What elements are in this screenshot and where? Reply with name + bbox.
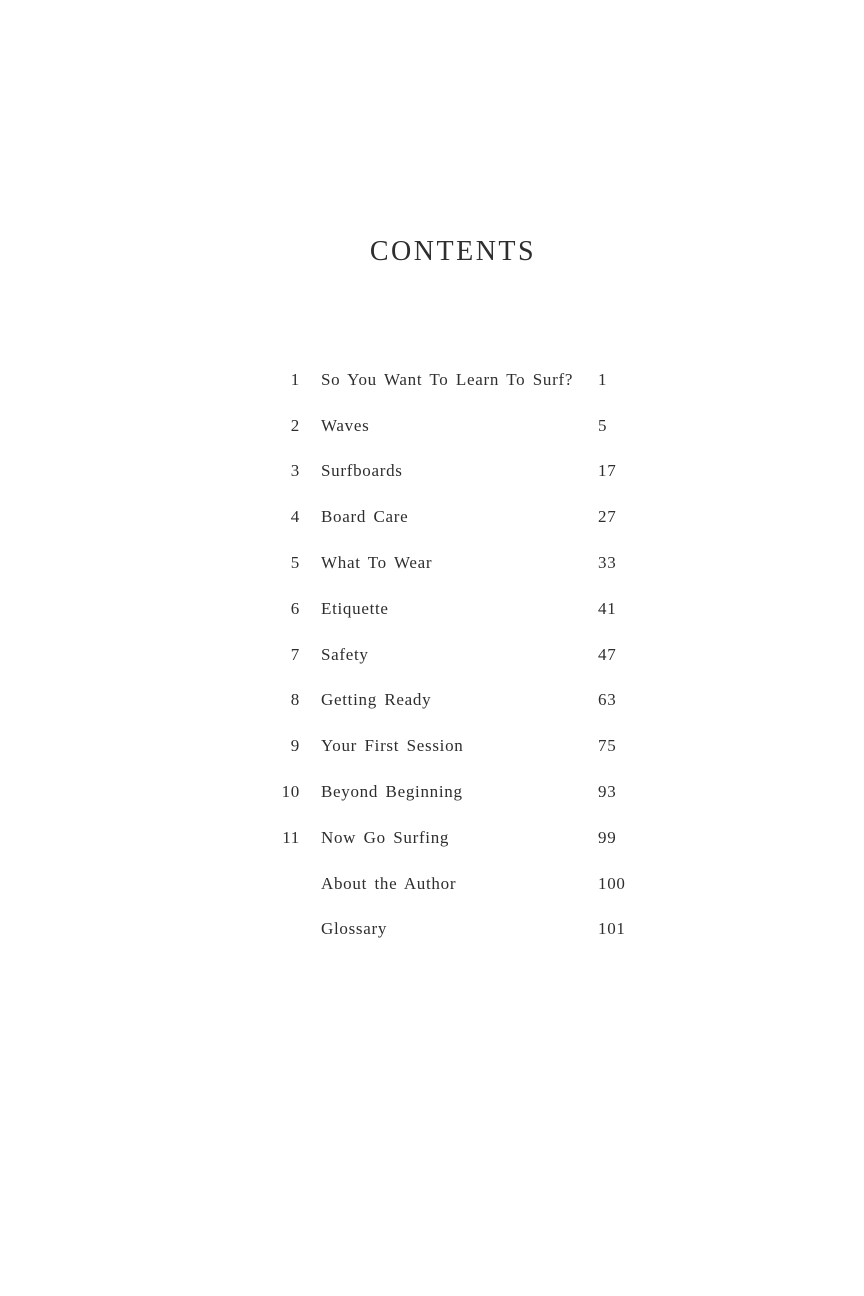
toc-entry-page: 17 [598,461,617,481]
toc-entry-number: 8 [290,690,300,710]
toc-entry-title: About the Author [321,873,457,893]
toc-entry-title: Now Go Surfing [321,827,450,847]
toc-entry-title: So You Want To Learn To Surf? [321,369,574,389]
toc-entry-title: Waves [321,415,370,435]
contents-heading: CONTENTS [369,236,537,267]
toc-entry-page: 100 [598,873,626,893]
toc-entry-number: 1 [290,369,300,389]
toc-entry-number: 5 [290,553,300,573]
toc-entry-number: 6 [290,598,300,618]
toc-entry-title: Your First Session [321,736,464,756]
toc-entry-title: Beyond Beginning [321,782,463,802]
toc-entry-title: Glossary [321,919,388,939]
toc-entry-page: 47 [598,644,617,664]
toc-entry-page: 5 [598,415,608,435]
toc-entry-number: 7 [290,644,300,664]
toc-entry-title: Board Care [321,507,409,527]
toc-entry-page: 41 [598,598,617,618]
toc-entry-page: 1 [598,369,608,389]
toc-entry-page: 99 [598,827,617,847]
toc-entry-number: 2 [290,415,300,435]
toc-entry-title: Getting Ready [321,690,432,710]
toc-entry-page: 63 [598,690,617,710]
toc-entry-number: 4 [290,507,300,527]
toc-entry-page: 33 [598,553,617,573]
table-of-contents [250,357,668,952]
toc-entry-title: Etiquette [321,598,389,618]
toc-entry-page: 27 [598,507,617,527]
toc-entry-title: What To Wear [321,553,433,573]
toc-entry-number: 10 [281,782,300,802]
toc-entry-title: Surfboards [321,461,403,481]
toc-entry-title: Safety [321,644,369,664]
toc-entry-page: 75 [598,736,617,756]
toc-entry-number: 9 [290,736,300,756]
toc-entry-page: 93 [598,782,617,802]
toc-entry-number: 3 [290,461,300,481]
toc-entry-page: 101 [598,919,626,939]
toc-entry-number: 11 [282,827,300,847]
